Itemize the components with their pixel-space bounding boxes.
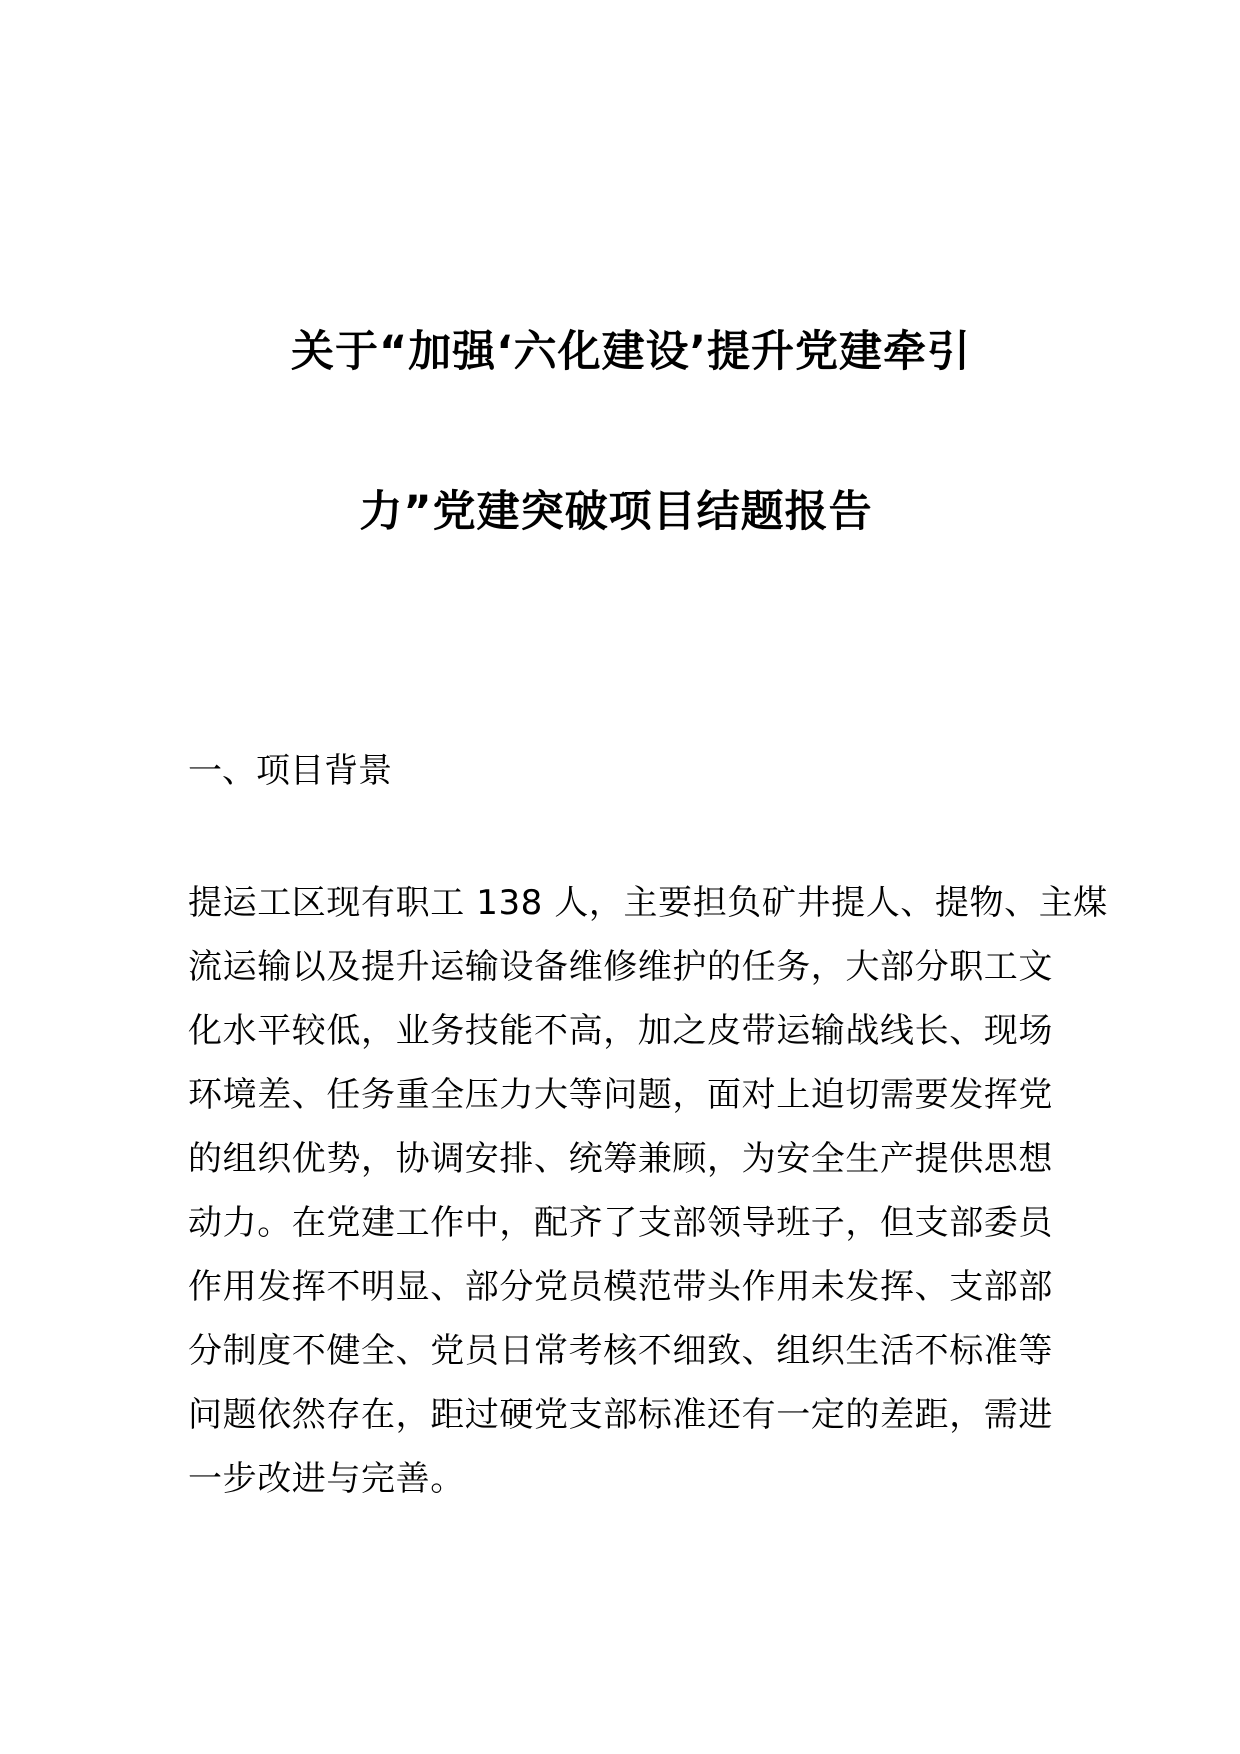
paragraph-line: 一步改进与完善。 [188,1459,465,1499]
paragraph-line: 作用发挥不明显、部分党员模范带头作用未发挥、支部部 [188,1267,1053,1307]
paragraph-line: 环境差、任务重全压力大等问题，面对上迫切需要发挥党 [188,1075,1053,1115]
document-title [0,328,1240,536]
paragraph-line: 的组织优势，协调安排、统筹兼顾，为安全生产提供思想 [188,1139,1053,1179]
paragraph-line: 提运工区现有职工 138 人，主要担负矿井提人、提物、主煤 [188,883,1108,923]
paragraph-line: 流运输以及提升运输设备维修维护的任务，大部分职工文 [188,947,1053,987]
paragraph-line: 分制度不健全、党员日常考核不细致、组织生活不标准等 [188,1331,1053,1371]
title-line: 力”党建突破项目结题报告 [359,487,873,537]
paragraph-line: 动力。在党建工作中，配齐了支部领导班子，但支部委员 [188,1203,1053,1243]
paragraph-line: 问题依然存在，距过硬党支部标准还有一定的差距，需进 [188,1395,1053,1435]
paragraph-line: 化水平较低，业务技能不高，加之皮带运输战线长、现场 [188,1011,1053,1051]
body-paragraph [188,871,1108,1511]
section-heading: 一、项目背景 [188,751,392,791]
title-line: 关于“加强‘六化建设’提升党建牵引 [291,327,971,377]
